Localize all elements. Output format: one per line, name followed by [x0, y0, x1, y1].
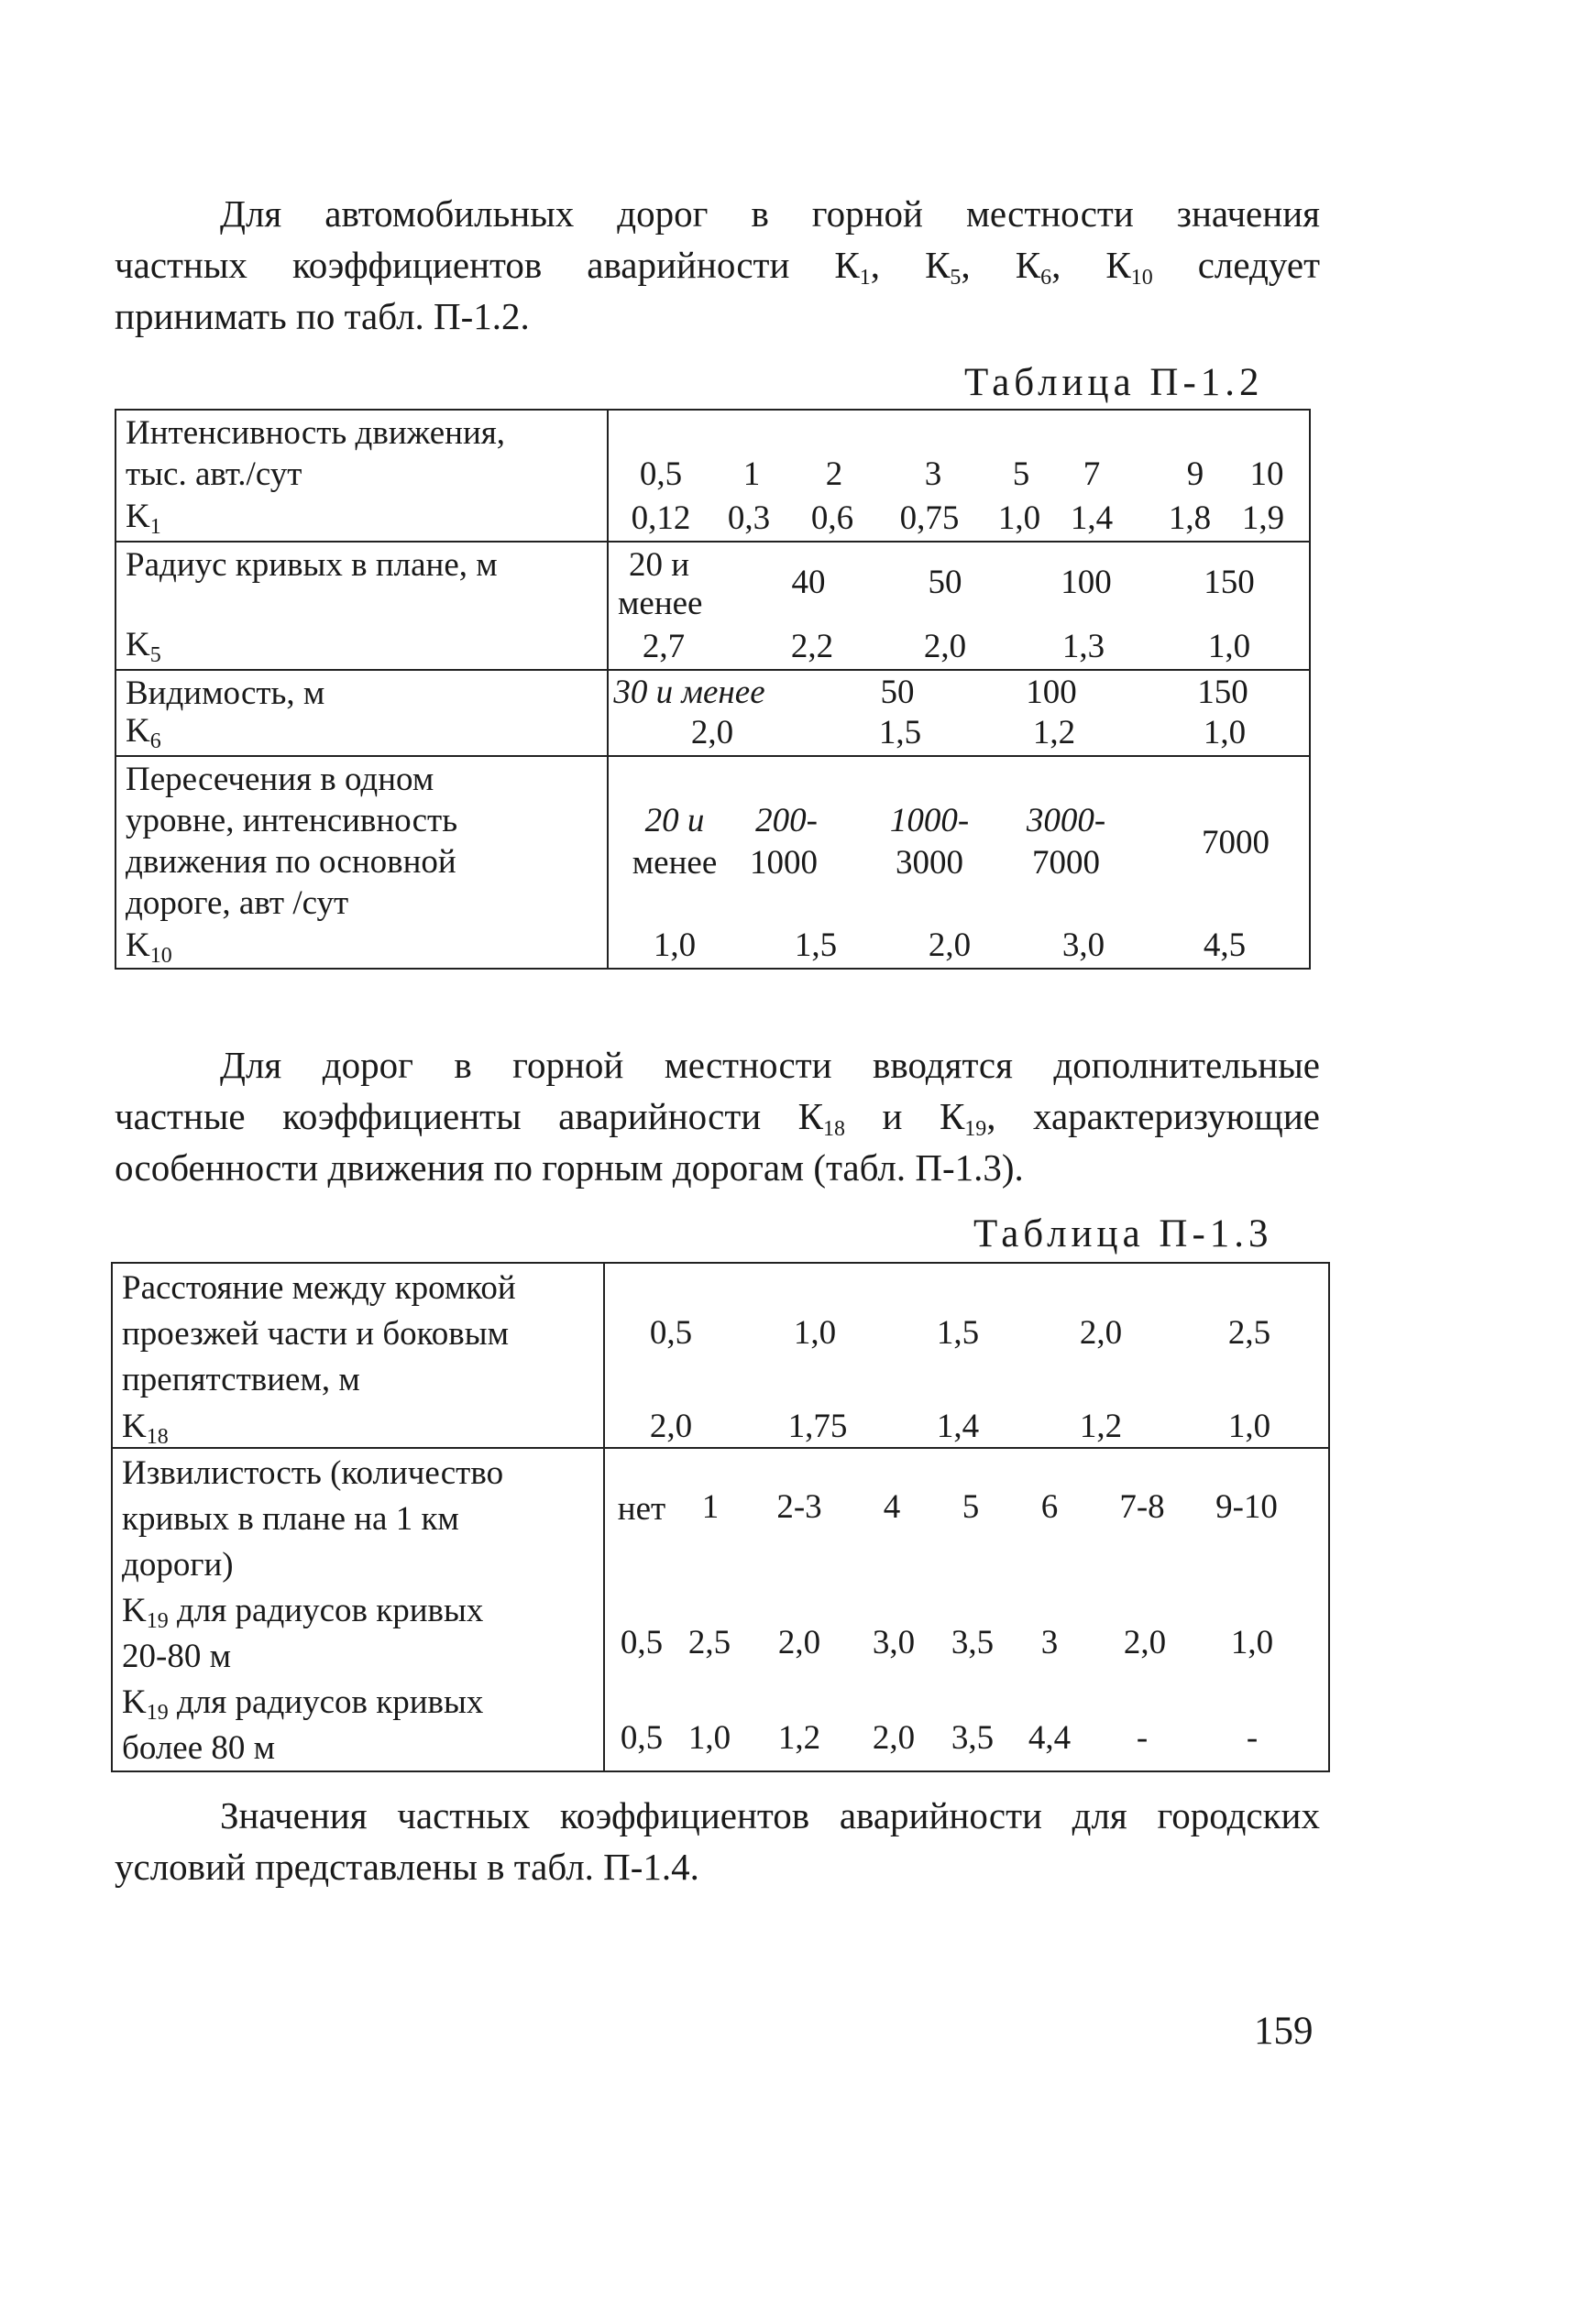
- table-value: 1,0: [1203, 714, 1247, 751]
- table-value: 50: [880, 674, 915, 711]
- row-label-cell: [115, 410, 608, 542]
- table-value: 1,75: [787, 1408, 848, 1445]
- table-value: -: [1136, 1719, 1149, 1757]
- table-row: [115, 756, 1310, 969]
- table-value: 20 и: [644, 802, 705, 839]
- table-value: 1,2: [1079, 1408, 1123, 1445]
- table-value: 0,5: [649, 1314, 693, 1352]
- table-value: 1,8: [1168, 499, 1212, 537]
- table-value: 1,0: [1230, 1624, 1274, 1661]
- table-value: 3,0: [872, 1624, 916, 1661]
- table-value: 1,4: [1070, 499, 1114, 537]
- table-value: 1,2: [777, 1719, 821, 1757]
- table-value: 1,0: [1227, 1408, 1271, 1445]
- paragraph-line: Значения частных коэффициентов аварийности для городских: [220, 1794, 1320, 1836]
- table-value: 1,0: [653, 926, 697, 964]
- values-cell: [608, 756, 1310, 969]
- table-value: 2,7: [642, 628, 686, 665]
- table-value: 0,75: [899, 499, 960, 537]
- row-label-cell: [112, 1448, 604, 1771]
- table-value: нет: [617, 1490, 666, 1528]
- table-value: 2-3: [776, 1488, 822, 1526]
- paragraph-intro-mountain-roads: [115, 188, 1320, 342]
- table-value: 1,0: [687, 1719, 731, 1757]
- table-value: 7000: [1032, 844, 1100, 882]
- table-value: 100: [1026, 674, 1077, 711]
- table-value: 2,0: [777, 1624, 821, 1661]
- table-value: 5: [962, 1488, 980, 1526]
- table-value: 6: [1040, 1488, 1059, 1526]
- row-label-cell: [115, 756, 608, 969]
- table-value: 1,0: [997, 499, 1041, 537]
- table-value: 1,0: [793, 1314, 837, 1352]
- table-value: 2,0: [1123, 1624, 1167, 1661]
- table-row: [115, 410, 1310, 542]
- table-value: 1,0: [1207, 628, 1251, 665]
- paragraph-line: особенности движения по горным дорогам (табл. П-1.3).: [115, 1146, 1024, 1189]
- table-value: 1000-: [889, 802, 970, 839]
- table-value: 9: [1186, 455, 1204, 493]
- table-value: 3,5: [951, 1624, 995, 1661]
- table-value: 1: [742, 455, 761, 493]
- paragraph-line: принимать по табл. П-1.2.: [115, 295, 530, 337]
- table-value: 2,0: [872, 1719, 916, 1757]
- table-value: 40: [791, 564, 826, 601]
- table-p-1-3: [111, 1262, 1330, 1772]
- table-value: 0,12: [631, 499, 691, 537]
- table-value: 7-8: [1119, 1488, 1165, 1526]
- table-value: 30 и менее: [613, 674, 765, 711]
- table-caption: Таблица П-1.3: [973, 1212, 1273, 1255]
- table-value: 1,5: [878, 714, 922, 751]
- table-value: 1,9: [1241, 499, 1285, 537]
- table-value: 0,5: [639, 455, 683, 493]
- table-value: 200-: [755, 802, 818, 839]
- table-value: 50: [928, 564, 962, 601]
- table-value: 2: [825, 455, 843, 493]
- table-value: 1,4: [936, 1408, 980, 1445]
- table-p-1-2: [115, 409, 1311, 970]
- table-value: 2,0: [1079, 1314, 1123, 1352]
- table-value: 1: [701, 1488, 720, 1526]
- table-value: 3: [924, 455, 942, 493]
- row-label: Радиус кривых в плане, м $K_5$: [126, 546, 498, 667]
- table-value: 2,5: [1227, 1314, 1271, 1352]
- table-value: 3,5: [951, 1719, 995, 1757]
- row-label-cell: [112, 1263, 604, 1448]
- table-value: 100: [1061, 564, 1112, 601]
- table-value: 150: [1204, 564, 1255, 601]
- table-value: менее: [632, 844, 718, 882]
- table-value: 3000: [896, 844, 963, 882]
- table-value: 3: [1040, 1624, 1059, 1661]
- table-value: 3,0: [1061, 926, 1105, 964]
- paragraph-line: Для автомобильных дорог в горной местности значения: [220, 192, 1320, 235]
- table-row: [112, 1263, 1329, 1448]
- row-label: Извилистость (количество кривых в плане на 1 км дороги) $K_{19}$ для радиусов кривых 20-80 м $K_{19}$ для радиусов кривых более 80 м: [122, 1454, 504, 1767]
- table-value: 4,4: [1028, 1719, 1072, 1757]
- table-value: -: [1246, 1719, 1259, 1757]
- paragraph-additional-coefficients: [115, 1039, 1320, 1193]
- paragraph-urban-conditions: [115, 1790, 1320, 1892]
- table-value: 2,5: [687, 1624, 731, 1661]
- values-cell: [608, 542, 1310, 670]
- values-cell: [604, 1448, 1329, 1771]
- paragraph-line: частных коэффициентов аварийности $К_1$, $К_5$, $К_6$, $К_{10}$ следует: [115, 244, 1320, 290]
- table-row: [115, 542, 1310, 670]
- row-label: Пересечения в одном уровне, интенсивность движения по основной дороге, авт /сут $K_{10}$: [126, 761, 458, 968]
- row-label: Расстояние между кромкой проезжей части и боковым препятствием, м $K_{18}$: [122, 1269, 516, 1449]
- table-value: 20 и менее: [618, 546, 703, 622]
- values-cell: [608, 410, 1310, 542]
- table-value: 2,0: [690, 714, 734, 751]
- paragraph-line: Для дорог в горной местности вводятся дополнительные: [220, 1044, 1320, 1086]
- table-value: 3000-: [1026, 802, 1106, 839]
- values-cell: [608, 670, 1310, 756]
- table-value: 7000: [1202, 824, 1270, 861]
- table-value: 0,5: [620, 1624, 664, 1661]
- table-value: 4: [883, 1488, 901, 1526]
- row-label: Интенсивность движения, тыс. авт./сут $K_1$: [126, 414, 506, 539]
- table-value: 4,5: [1203, 926, 1247, 964]
- table-value: 0,3: [727, 499, 771, 537]
- values-cell: [604, 1263, 1329, 1448]
- table-value: 1000: [750, 844, 818, 882]
- table-value: 0,6: [810, 499, 854, 537]
- paragraph-line: частные коэффициенты аварийности $К_{18}$ и $К_{19}$, характеризующие: [115, 1095, 1320, 1141]
- table-row: [112, 1448, 1329, 1771]
- row-label-cell: [115, 670, 608, 756]
- row-label: Видимость, м $K_6$: [126, 674, 325, 753]
- table-value: 2,0: [649, 1408, 693, 1445]
- table-value: 9-10: [1215, 1488, 1278, 1526]
- paragraph-line: условий представлены в табл. П-1.4.: [115, 1846, 699, 1888]
- table-value: 2,2: [790, 628, 834, 665]
- page-number: 159: [1254, 2010, 1314, 2053]
- table-value: 0,5: [620, 1719, 664, 1757]
- table-value: 1,5: [794, 926, 838, 964]
- table-value: 150: [1197, 674, 1248, 711]
- row-label-cell: [115, 542, 608, 670]
- table-value: 2,0: [928, 926, 972, 964]
- table-value: 5: [1012, 455, 1030, 493]
- table-value: 7: [1083, 455, 1101, 493]
- table-caption: Таблица П-1.2: [964, 361, 1264, 404]
- table-value: 1,3: [1061, 628, 1105, 665]
- table-value: 1,5: [936, 1314, 980, 1352]
- table-value: 1,2: [1032, 714, 1076, 751]
- table-value: 2,0: [923, 628, 967, 665]
- table-row: [115, 670, 1310, 756]
- table-value: 10: [1249, 455, 1284, 493]
